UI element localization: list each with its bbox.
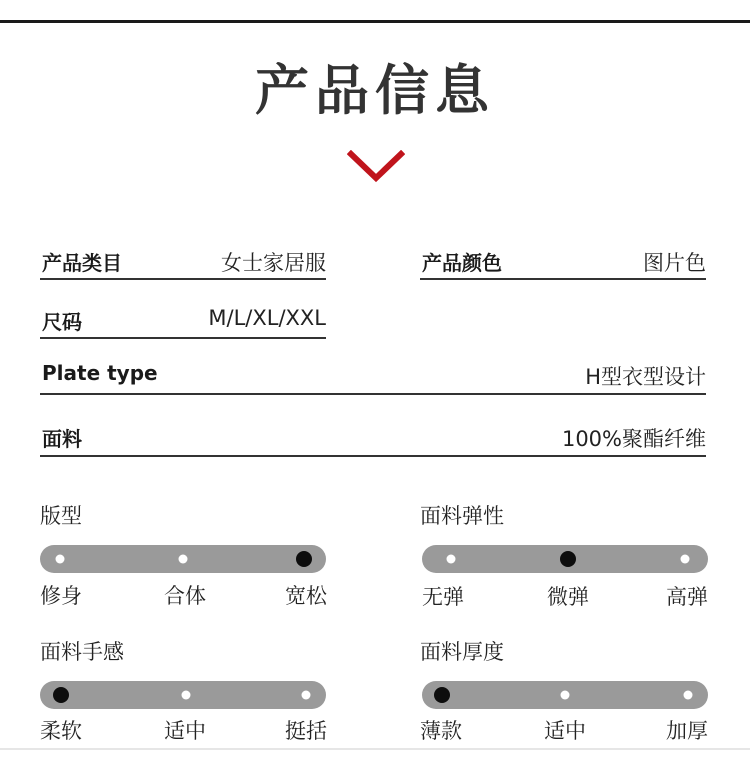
fit-option-1-label: 合体 [164, 584, 206, 608]
elasticity-option-1-label: 微弹 [547, 585, 589, 609]
spec-color-value: 图片色 [643, 251, 706, 275]
spec-color [420, 247, 706, 275]
thickness-option-0-dot [434, 687, 450, 703]
feel-option-2-label: 挺括 [285, 719, 327, 743]
fit-option-2-label: 宽松 [285, 584, 327, 608]
fit-option-2-dot [296, 551, 312, 567]
fit-scale [40, 545, 326, 573]
spec-size-label: 尺码 [42, 310, 82, 334]
spec-plate-label: Plate type [42, 361, 158, 385]
spec-category-label: 产品类目 [42, 251, 122, 275]
elasticity-option-1-dot [560, 551, 576, 567]
thickness-option-2-label: 加厚 [666, 719, 708, 743]
thickness-option-1-label: 适中 [544, 719, 586, 743]
spec-color-rule [420, 278, 706, 280]
spec-size [40, 306, 326, 334]
spec-color-label: 产品颜色 [422, 251, 502, 275]
fit-option-0-label: 修身 [40, 584, 82, 608]
feel-scale [40, 681, 326, 709]
bottom-divider [0, 748, 750, 750]
feel-option-1-label: 适中 [164, 719, 206, 743]
spec-fabric [40, 423, 706, 451]
spec-size-value: M/L/XL/XXL [208, 306, 326, 330]
page-title: 产品信息 [255, 59, 495, 122]
fit-option-1-dot [179, 555, 188, 564]
spec-category [40, 247, 326, 275]
feel-title: 面料手感 [40, 640, 124, 664]
thickness-title: 面料厚度 [420, 640, 504, 664]
feel-option-0-label: 柔软 [40, 719, 82, 743]
spec-category-value: 女士家居服 [221, 251, 326, 275]
spec-fabric-label: 面料 [42, 427, 82, 451]
elasticity-title: 面料弹性 [420, 504, 504, 528]
thickness-option-1-dot [561, 691, 570, 700]
elasticity-scale [422, 545, 708, 573]
chevron-down-icon [347, 150, 405, 184]
spec-plate [40, 361, 706, 389]
spec-fabric-rule [40, 455, 706, 457]
spec-plate-rule [40, 393, 706, 395]
thickness-scale [422, 681, 708, 709]
top-divider [0, 20, 750, 23]
thickness-option-2-dot [684, 691, 693, 700]
spec-fabric-value: 100%聚酯纤维 [561, 427, 706, 451]
feel-option-0-dot [53, 687, 69, 703]
feel-option-1-dot [182, 691, 191, 700]
feel-option-2-dot [302, 691, 311, 700]
spec-size-rule [40, 337, 326, 339]
spec-plate-value: H型衣型设计 [585, 365, 706, 389]
fit-option-0-dot [56, 555, 65, 564]
elasticity-option-0-dot [447, 555, 456, 564]
thickness-option-0-label: 薄款 [420, 719, 462, 743]
elasticity-option-2-label: 高弹 [666, 585, 708, 609]
spec-category-rule [40, 278, 326, 280]
fit-title: 版型 [40, 504, 82, 528]
elasticity-option-2-dot [681, 555, 690, 564]
elasticity-option-0-label: 无弹 [422, 585, 464, 609]
